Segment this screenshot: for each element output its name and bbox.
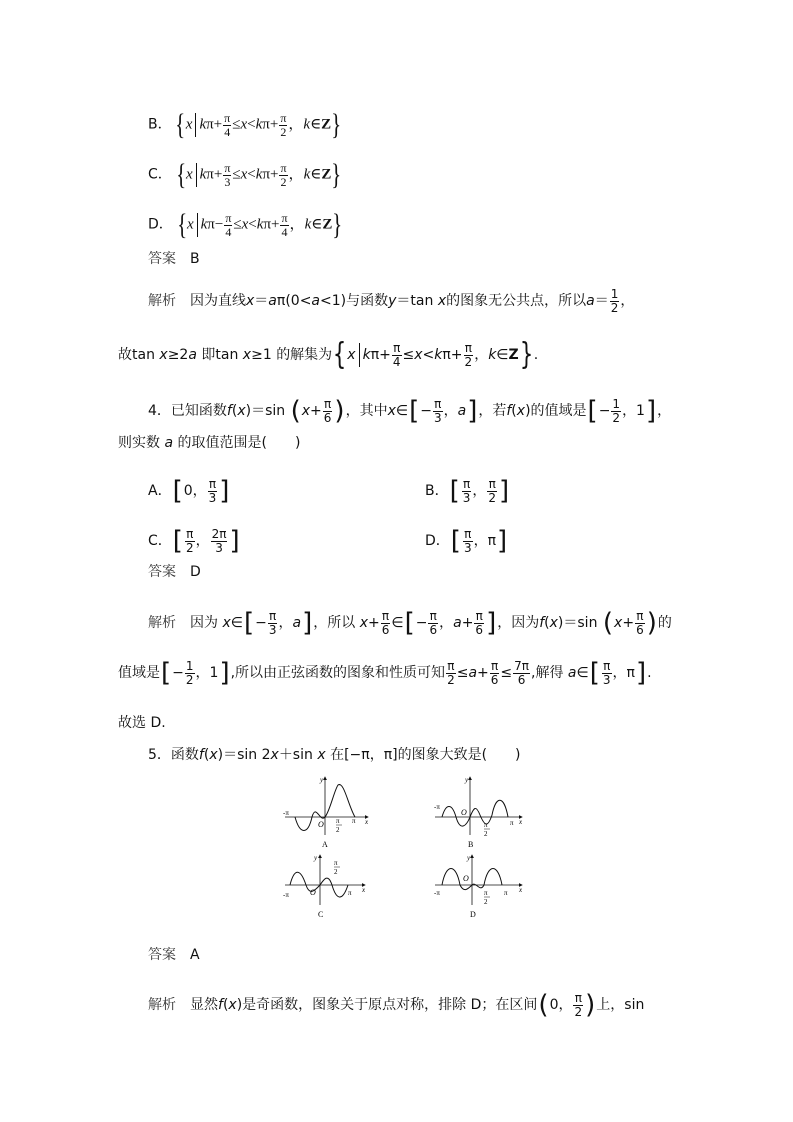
q5-explanation-line-1: 解析 显然f(x)是奇函数，图象关于原点对称，排除 D；在区间(0， $\frac{\pi}{2}$ )上，sin <box>148 990 645 1021</box>
q5-graph-figure <box>280 775 530 925</box>
svg-text:π: π <box>484 821 488 829</box>
q4-explanation-line-1: 解析 因为 x∈[− $\frac{\pi}{3}$ ，a]，所以 x+ $\frac{\pi}{6}$ ∈[− $\frac{\pi}{6}$ ，a+ $\frac{\pi}{6}$ ]，因为f(x)＝sin (x+ $\frac{\pi}{6}$ )的 <box>148 608 672 639</box>
svg-text:π: π <box>510 819 514 827</box>
svg-text:π: π <box>504 889 508 897</box>
q4-option-b: B．[ $\frac{\pi}{3}$ ， $\frac{\pi}{2}$ ] <box>425 476 510 507</box>
option-d: D． {x kπ− $\frac{\pi}{4}$ ≤x<kπ+ $\frac{\pi}{4}$ ，k∈Z} <box>148 208 343 241</box>
svg-text:-π: -π <box>434 889 440 897</box>
q3-explanation-line-2: 故tan x≥2a 即tan x≥1 的解集为{x kπ+ $\frac{\pi}{4}$ ≤x<kπ+ $\frac{\pi}{2}$ ，k∈Z}. <box>118 337 539 372</box>
q5-stem: 5．函数f(x)＝sin 2x＋sin x 在[−π，π]的图象大致是( ) <box>148 747 521 763</box>
svg-text:π: π <box>336 817 340 825</box>
q4-explanation-line-3: 故选 D. <box>118 715 166 731</box>
q4-answer: 答案 D <box>148 564 201 580</box>
svg-text:π: π <box>484 889 488 897</box>
svg-text:2: 2 <box>484 830 488 838</box>
option-c: C． {x kπ+ $\frac{\pi}{3}$ ≤x<kπ+ $\frac{\pi}{2}$ ，k∈Z} <box>148 158 342 191</box>
svg-text:B: B <box>468 840 474 849</box>
svg-text:C: C <box>318 910 324 919</box>
svg-text:π: π <box>334 859 338 867</box>
svg-text:x: x <box>519 818 523 826</box>
svg-text:x: x <box>362 886 366 894</box>
svg-text:A: A <box>322 840 328 849</box>
svg-text:y: y <box>465 776 469 784</box>
q4-option-a: A．[0， $\frac{\pi}{3}$ ] <box>148 476 230 507</box>
svg-text:2: 2 <box>484 898 488 906</box>
graph-c <box>283 854 366 919</box>
q4-stem-line-1: 4．已知函数f(x)＝sin (x+ $\frac{\pi}{6}$ )，其中x∈[− $\frac{\pi}{3}$ ，a]，若f(x)的值域是[− $\frac{1}{2}$ ，1]， <box>148 396 672 427</box>
svg-text:y: y <box>467 854 471 862</box>
svg-text:D: D <box>470 910 476 919</box>
svg-text:O: O <box>463 874 469 883</box>
svg-text:π: π <box>348 889 352 897</box>
q3-explanation-line-1: 解析 因为直线x＝aπ(0<a<1)与函数y＝tan x的图象无公共点，所以a＝ $\frac{1}{2}$ ， <box>148 287 635 315</box>
svg-text:-π: -π <box>283 891 289 899</box>
svg-text:O: O <box>461 808 467 817</box>
svg-text:-π: -π <box>434 803 440 811</box>
graph-b <box>434 776 523 849</box>
graph-d <box>434 854 523 919</box>
svg-text:y: y <box>320 776 324 784</box>
option-b: B． {x kπ+ $\frac{\pi}{4}$ ≤x<kπ+ $\frac{\pi}{2}$ ，k∈Z} <box>148 108 342 141</box>
svg-text:x: x <box>519 886 523 894</box>
q3-answer: 答案 B <box>148 251 200 267</box>
svg-text:2: 2 <box>336 826 340 834</box>
svg-text:2: 2 <box>334 868 338 876</box>
svg-text:O: O <box>310 888 316 897</box>
q5-answer: 答案 A <box>148 947 200 963</box>
svg-text:O: O <box>318 820 324 829</box>
q4-stem-line-2: 则实数 a 的取值范围是( ) <box>118 435 301 451</box>
svg-text:-π: -π <box>283 809 289 817</box>
svg-text:y: y <box>314 854 318 862</box>
q4-option-d: D．[ $\frac{\pi}{3}$ ，π] <box>425 526 508 557</box>
graph-a <box>283 776 369 849</box>
svg-text:x: x <box>365 818 369 826</box>
svg-text:π: π <box>352 817 356 825</box>
q4-explanation-line-2: 值域是[− $\frac{1}{2}$ ，1],所以由正弦函数的图象和性质可知 $\frac{\pi}{2}$ ≤a+ $\frac{\pi}{6}$ ≤ $\frac{7\pi}{6}$ ,解得 a∈[ $\frac{\pi}{3}$ ，π]. <box>118 658 652 689</box>
q4-option-c: C．[ $\frac{\pi}{2}$ ， $\frac{2\pi}{3}$ ] <box>148 526 240 557</box>
